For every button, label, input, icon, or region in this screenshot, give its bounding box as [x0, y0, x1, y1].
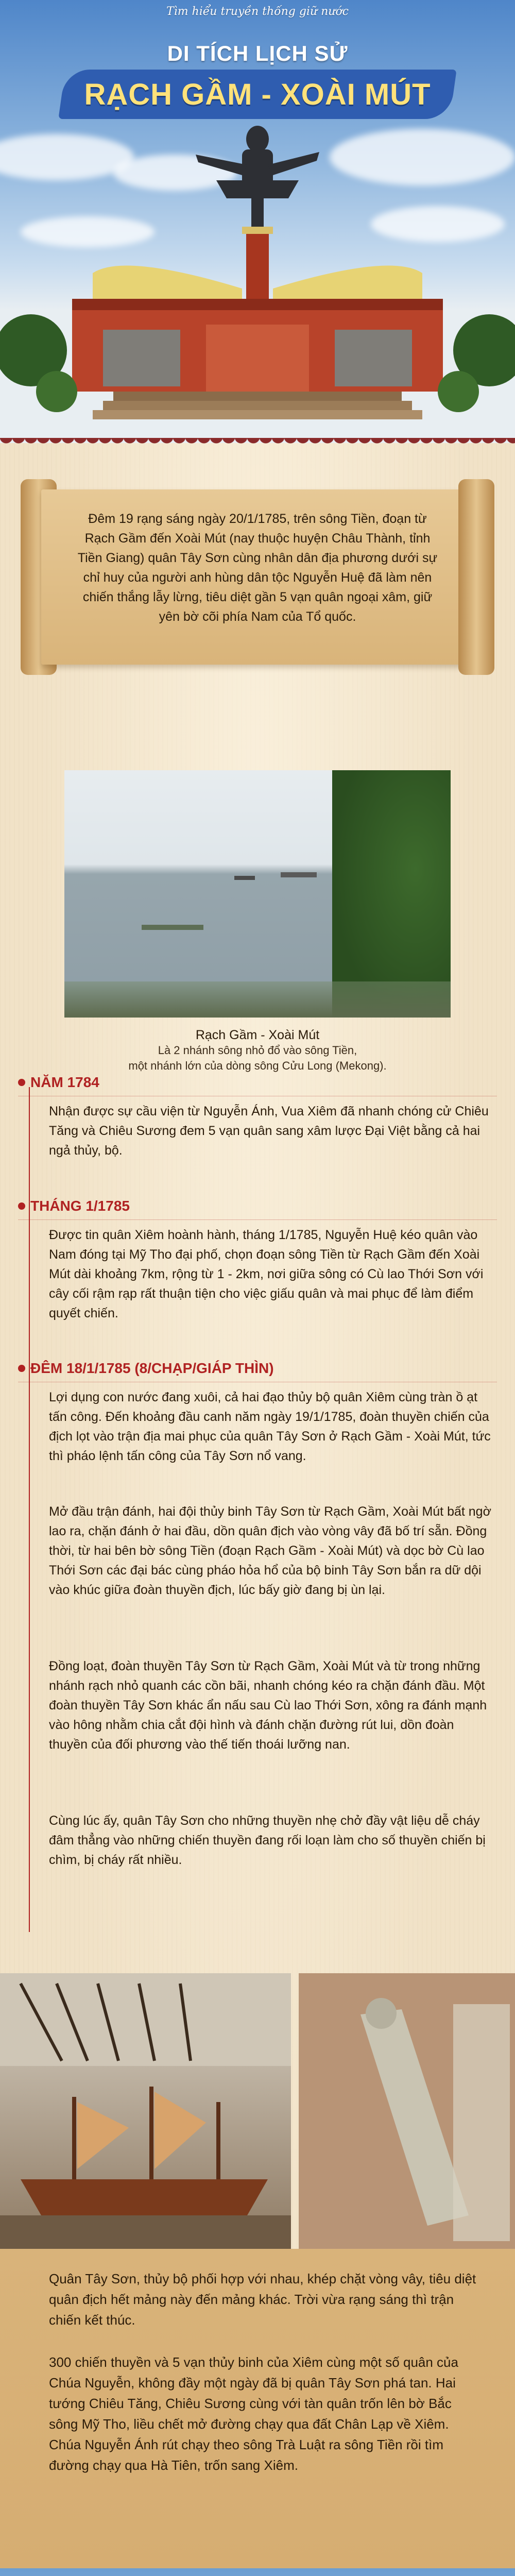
memorial-photo [0, 2568, 515, 2576]
conclusion-panel [0, 2249, 515, 2568]
section-title: THÁNG 1/1785 [30, 1198, 130, 1214]
boat-shapes [64, 770, 451, 1018]
caption-line-2: một nhánh lớn của dòng sông Cửu Long (Mekong). [128, 1059, 387, 1072]
conclusion-paragraph: 300 chiến thuyền và 5 vạn thủy binh của Xiêm cùng một số quân của Chúa Nguyễn, không đầy một ngày đã bị quân Tây Sơn phá tan. Hai tướng Chiêu Tăng, Chiêu Sương cùng với tàn quân trốn lên bờ Bắc sông Mỹ Tho, liều chết mở đường chạy qua đất Chân Lạp về Xiêm. Chúa Nguyễn Ánh rút chạy theo sông Trà Luật ra sông Tiền rồi tìm đường chạy qua Hà Tiên, trốn sang Xiêm. [49, 2354, 458, 2473]
photo-caption [0, 1028, 515, 1074]
section-dot-icon [18, 1079, 25, 1086]
cannon-illustration [299, 1973, 515, 2249]
subtitle: DI TÍCH LỊCH SỬ [167, 41, 348, 65]
section-heading [18, 1074, 99, 1091]
section-paragraph: Mở đầu trận đánh, hai đội thủy binh Tây Sơn từ Rạch Gầm, Xoài Mút bất ngờ lao ra, chặn đánh ở hai đầu, dồn quân địch vào vòng vây đã bố trí sẵn. Đồng thời, từ hai bên bờ sông Tiền (đoạn Rạch Gầm - Xoài Mút) và dọc bờ Cù lao Thới Sơn các đại bác cùng pháo hỏa hổ của bộ binh Tây Sơn bắn ra dữ dội vào khúc giữa đoàn thuyền địch, lúc bấy giờ đang bị ùn lại. [49, 1504, 491, 1597]
section-dot-icon [18, 1202, 25, 1210]
decorative-border [0, 438, 515, 450]
scroll-right-curl [458, 479, 494, 675]
boat-model-illustration [0, 1973, 291, 2249]
monument-illustration [0, 103, 515, 443]
artifact-photo-cannon [299, 1973, 515, 2249]
memorial-illustration [0, 2568, 515, 2576]
hero-image [0, 0, 515, 443]
section-paragraph: Được tin quân Xiêm hoành hành, tháng 1/1785, Nguyễn Huệ kéo quân vào Nam đóng tại Mỹ Tho đại phố, chọn đoạn sông Tiền từ Rạch Gầm đến Xoài Mút dài khoảng 7km, rộng từ 1 - 2km, nơi giữa sông có Cù lao Thới Sơn với cây cối rậm rạp rất thuận tiện cho việc giấu quân và mai phục để làm điểm quyết chiến. [49, 1228, 484, 1320]
section-title: ĐÊM 18/1/1785 (8/CHẠP/GIÁP THÌN) [30, 1360, 274, 1376]
caption-title: Rạch Gầm - Xoài Mút [195, 1028, 320, 1042]
artifact-photo-boat [0, 1973, 291, 2249]
section-paragraph: Lợi dụng con nước đang xuôi, cả hai đạo thủy bộ quân Xiêm cùng tràn ồ ạt tấn công. Đến khoảng đầu canh năm ngày 19/1/1785, đoàn thuyền chiến của địch lọt vào trận địa mai phục của quân Tây Sơn ở Rạch Gầm - Xoài Mút, tức thì pháo lệnh tấn công của Tây Sơn nổ vang. [49, 1390, 491, 1463]
page-title: RẠCH GẦM - XOÀI MÚT [84, 78, 431, 111]
intro-text: Đêm 19 rạng sáng ngày 20/1/1785, trên sông Tiền, đoạn từ Rạch Gầm đến Xoài Mút (nay thuộc huyện Châu Thành, tỉnh Tiền Giang) quân Tây Sơn cùng nhân dân địa phương dưới sự chỉ huy của người anh hùng dân tộc Nguyễn Huệ đã làm nên chiến thắng lẫy lừng, tiêu diệt gần 5 vạn quân ngoại xâm, giữ yên bờ cõi phía Nam của Tổ quốc. [77, 512, 438, 624]
conclusion-paragraph: Quân Tây Sơn, thủy bộ phối hợp với nhau, khép chặt vòng vây, tiêu diệt quân địch hết mảng này đến mảng khác. Trời vừa rạng sáng thì trận chiến kết thúc. [49, 2271, 476, 2328]
section-dot-icon [18, 1365, 25, 1372]
river-photo [64, 770, 451, 1018]
section-heading [18, 1198, 130, 1214]
section-paragraph: Đồng loạt, đoàn thuyền Tây Sơn từ Rạch Gầm, Xoài Mút và từ trong những nhánh rạch nhỏ quanh các cồn bãi, nhanh chóng kéo ra chặn đánh đầu. Một đoàn thuyền Tây Sơn khác ẩn nấu sau Cù lao Thới Sơn, xông ra đánh mạnh vào hông nhằm chia cắt đội hình và đánh chặn đường rút lui, dồn đoàn thuyền của đối phương vào thế tiến thoái lưỡng nan. [49, 1659, 487, 1752]
section-paragraph: Nhận được sự cầu viện từ Nguyễn Ánh, Vua Xiêm đã nhanh chóng cử Chiêu Tăng và Chiêu Sương đem 5 vạn quân sang xâm lược Đại Việt bằng cả hai ngả thủy, bộ. [49, 1104, 489, 1158]
section-heading [18, 1360, 274, 1377]
kicker-text: Tìm hiểu truyền thống giữ nước [166, 5, 349, 18]
section-paragraph: Cùng lúc ấy, quân Tây Sơn cho những thuyền nhẹ chở đầy vật liệu dễ cháy đâm thẳng vào những chiến thuyền đang rối loạn làm cho số thuyền chiến bị chìm, bị cháy rất nhiều. [49, 1814, 486, 1867]
caption-line-1: Là 2 nhánh sông nhỏ đổ vào sông Tiền, [158, 1044, 357, 1057]
section-title: NĂM 1784 [30, 1074, 99, 1090]
intro-scroll [21, 479, 494, 675]
